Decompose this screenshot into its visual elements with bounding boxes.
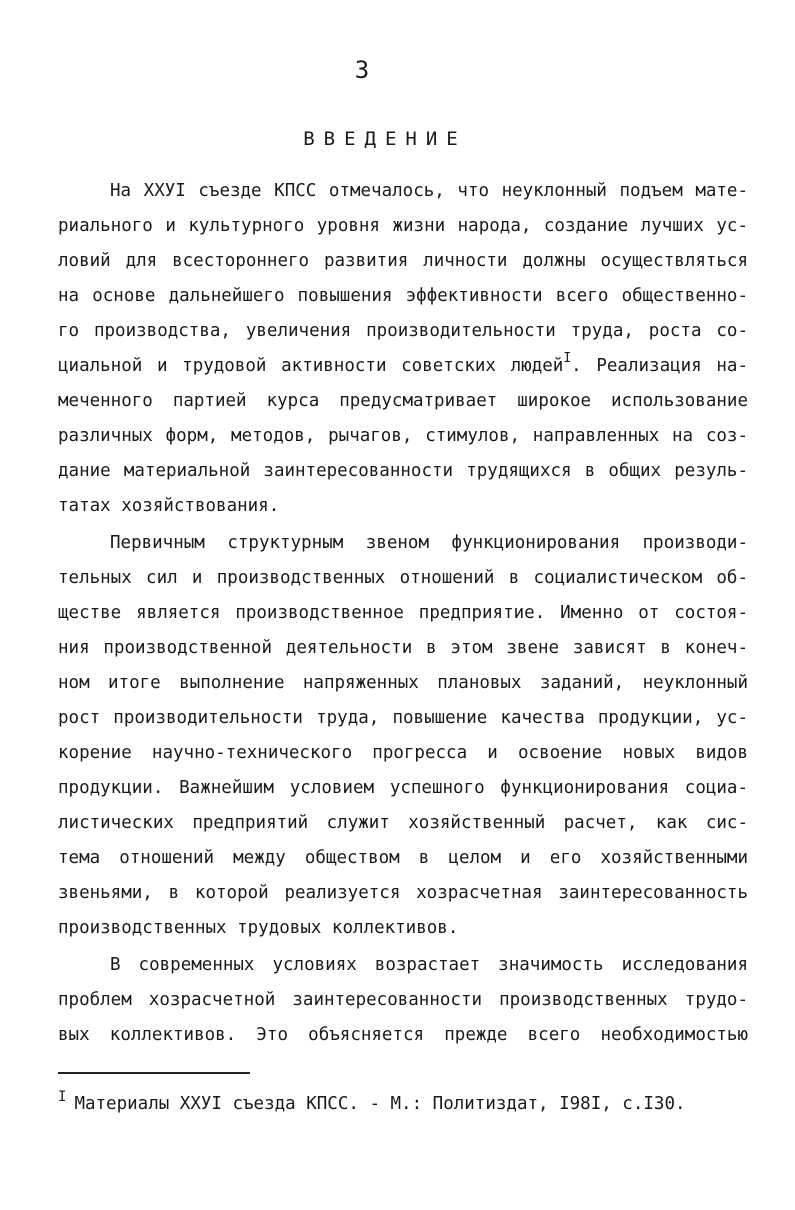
text-line: производственных трудовых коллективов. — [58, 918, 459, 938]
text-line: проблем хозрасчетной заинтересованности производственных трудо- — [58, 990, 748, 1010]
text-line-part: . Реализация на- — [571, 356, 748, 376]
text-line: тема отношений между обществом в целом и его хозяйственными — [58, 848, 748, 868]
text-line: дание материальной заинтересованности трудящихся в общих резуль- — [58, 461, 748, 481]
text-line: татах хозяйствования. — [58, 496, 280, 516]
text-line: го производства, увеличения производительности труда, роста со- — [58, 321, 748, 341]
text-line: ния производственной деятельности в этом звене зависят в конеч- — [58, 638, 748, 658]
footnote-reference: I — [563, 351, 572, 366]
paragraph-1 — [58, 174, 748, 524]
text-line: вых коллективов. Это объясняется прежде всего необходимостью — [58, 1025, 748, 1045]
text-line: меченного партией курса предусматривает широкое использование — [58, 391, 748, 411]
text-line-part: циальной и трудовой активности советских людей — [58, 356, 564, 376]
text-line-with-footnote-ref — [58, 349, 748, 384]
page-number: 3 — [354, 56, 370, 84]
paragraph-3 — [58, 948, 748, 1053]
text-line: ном итоге выполнение напряженных плановых заданий, неуклонный — [58, 673, 748, 693]
text-line: На XXУI съезде КПСС отмечалось, что неуклонный подъем мате- — [110, 181, 748, 201]
text-line: продукции. Важнейшим условием успешного функционирования социа- — [58, 778, 748, 798]
text-line: корение научно-технического прогресса и освоение новых видов — [58, 743, 748, 763]
text-line: риального и культурного уровня жизни народа, создание лучших ус- — [58, 216, 748, 236]
text-line: звеньями, в которой реализуется хозрасчетная заинтересованность — [58, 883, 748, 903]
body-text — [58, 174, 748, 1053]
text-line: В современных условиях возрастает значимость исследования — [110, 955, 748, 975]
footnote-mark: I — [58, 1089, 67, 1105]
text-line: рост производительности труда, повышение качества продукции, ус- — [58, 708, 748, 728]
footnote — [58, 1084, 758, 1117]
text-line: тельных сил и производственных отношений в социалистическом об- — [58, 568, 748, 588]
text-line: ществе является производственное предприятие. Именно от состоя- — [58, 603, 748, 623]
text-line: различных форм, методов, рычагов, стимулов, направленных на соз- — [58, 426, 748, 446]
text-line: ловий для всестороннего развития личности должны осуществляться — [58, 251, 748, 271]
text-line: листических предприятий служит хозяйственный расчет, как сис- — [58, 813, 748, 833]
footnote-text: Материалы XXУI съезда КПСС. - М.: Политиздат, I98I, с.I30. — [74, 1094, 686, 1114]
paragraph-2 — [58, 526, 748, 946]
text-line: Первичным структурным звеном функционирования производи- — [110, 533, 748, 553]
text-line: на основе дальнейшего повышения эффективности всего общественно- — [58, 286, 748, 306]
footnote-separator — [58, 1072, 250, 1074]
section-heading: ВВЕДЕНИЕ — [303, 128, 467, 150]
